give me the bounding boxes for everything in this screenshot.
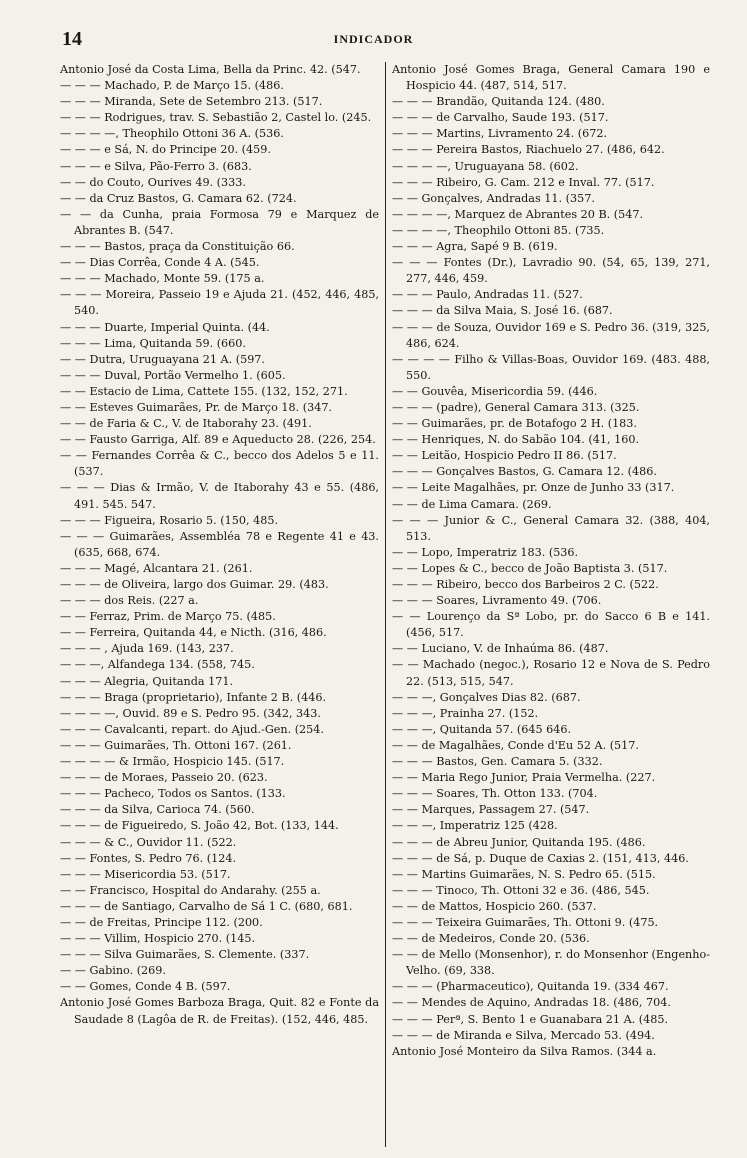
directory-entry: — — — da Silva Maia, S. José 16. (687. xyxy=(392,304,613,318)
directory-entry: — — — Gonçalves Bastos, G. Camara 12. (486. xyxy=(392,465,657,479)
directory-entry: — — Mendes de Aquino, Andradas 18. (486, 704. xyxy=(392,996,671,1010)
directory-entry: — — — de Figueiredo, S. João 42, Bot. (133, 144. xyxy=(60,819,339,833)
directory-entry: — — — Brandão, Quitanda 124. (480. xyxy=(392,95,605,109)
directory-entry: — — —, Alfandega 134. (558, 745. xyxy=(60,658,255,672)
directory-entry: — — — e Silva, Pão-Ferro 3. (683. xyxy=(60,159,252,173)
directory-entry: — — de Lima Camara. (269. xyxy=(392,497,552,511)
directory-entry: — — — Misericordia 53. (517. xyxy=(60,867,231,881)
directory-entry: — — — (padre), General Camara 313. (325. xyxy=(392,400,640,414)
directory-entry: — — — — Filho & Villas-Boas, Ouvidor 169. (483. 488, 550. xyxy=(392,352,710,382)
directory-entry: — — — Tinoco, Th. Ottoni 32 e 36. (486, 545. xyxy=(392,883,650,897)
directory-entry: — — — de Souza, Ouvidor 169 e S. Pedro 36. (319, 325, 486, 624. xyxy=(392,320,710,350)
directory-entry: — — do Couto, Ourives 49. (333. xyxy=(60,175,246,189)
directory-entry: — — — Fontes (Dr.), Lavradio 90. (54, 65, 139, 271, 277, 446, 459. xyxy=(392,256,710,286)
directory-entry: — — Lourenço da Sª Lobo, pr. do Sacco 6 B e 141. (456, 517. xyxy=(392,610,710,640)
directory-entry: — — Fausto Garriga, Alf. 89 e Aqueducto 28. (226, 254. xyxy=(60,433,376,447)
directory-entry: — — Francisco, Hospital do Andarahy. (255 a. xyxy=(60,883,321,897)
directory-entry: — — — Teixeira Guimarães, Th. Ottoni 9. (475. xyxy=(392,915,659,929)
directory-entry: — — — da Silva, Carioca 74. (560. xyxy=(60,803,255,817)
directory-entry: — — de Mello (Monsenhor), r. do Monsenhor (Engenho-Velho. (69, 338. xyxy=(392,948,710,978)
directory-entry: — — — Miranda, Sete de Setembro 213. (517. xyxy=(60,95,323,109)
directory-entry: — — —, Prainha 27. (152. xyxy=(392,706,539,720)
directory-entry: — — — Magé, Alcantara 21. (261. xyxy=(60,561,253,575)
directory-entry: — — Henriques, N. do Sabão 104. (41, 160. xyxy=(392,433,640,447)
directory-entry: — — Dias Corrêa, Conde 4 A. (545. xyxy=(60,256,260,270)
directory-entry: — — — Moreira, Passeio 19 e Ajuda 21. (452, 446, 485, 540. xyxy=(60,288,379,318)
directory-entry: — — — Villim, Hospicio 270. (145. xyxy=(60,932,255,946)
directory-entry: — — — Ribeiro, becco dos Barbeiros 2 C. (522. xyxy=(392,578,659,591)
directory-entry: — — — Lima, Quitanda 59. (660. xyxy=(60,336,246,350)
directory-entry: — — Leite Magalhães, pr. Onze de Junho 33 (317. xyxy=(392,481,675,495)
directory-entry: — — —, Imperatriz 125 (428. xyxy=(392,819,558,833)
directory-entry: — — — (Pharmaceutico), Quitanda 19. (334 467. xyxy=(392,980,669,994)
directory-entry: — — — Perª, S. Bento 1 e Guanabara 21 A. (485. xyxy=(392,1012,669,1026)
running-title: INDICADOR xyxy=(333,32,414,46)
directory-entry: — — — —, Theophilo Ottoni 85. (735. xyxy=(392,223,605,237)
directory-entry: — — — Duval, Portão Vermelho 1. (605. xyxy=(60,368,286,382)
directory-entry: — — — Paulo, Andradas 11. (527. xyxy=(392,288,583,302)
directory-entry: — — Lopes & C., becco de João Baptista 3. (517. xyxy=(392,561,668,575)
directory-entry: — — — Rodrigues, trav. S. Sebastião 2, Castel lo. (245. xyxy=(60,111,372,125)
directory-entry: — — — & C., Ouvidor 11. (522. xyxy=(60,835,237,849)
directory-entry: — — — Bastos, praça da Constituição 66. xyxy=(60,240,295,254)
right-column xyxy=(385,62,710,1147)
directory-entry: — — Gomes, Conde 4 B. (597. xyxy=(60,980,231,994)
directory-entry: — — Estacio de Lima, Cattete 155. (132, 152, 271. xyxy=(60,384,348,398)
directory-entry: Antonio José Gomes Barboza Braga, Quit. 82 e Fonte da Saudade 8 (Lagôa de R. de Freitas). (152, 446, 485. xyxy=(60,996,379,1026)
page-header xyxy=(0,28,747,50)
directory-entry: — — — Dias & Irmão, V. de Itaborahy 43 e 55. (486, 491. 545. 547. xyxy=(60,481,379,511)
directory-entry: — — de Freitas, Principe 112. (200. xyxy=(60,915,263,929)
directory-entry: — — Luciano, V. de Inhaúma 86. (487. xyxy=(392,642,609,656)
directory-entry: — — Gouvêa, Misericordia 59. (446. xyxy=(392,384,598,398)
directory-entry: — — — Figueira, Rosario 5. (150, 485. xyxy=(60,513,279,527)
directory-entry: — — Dutra, Uruguayana 21 A. (597. xyxy=(60,352,265,366)
directory-entry: — — — Guimarães, Assembléa 78 e Regente 41 e 43. (635, 668, 674. xyxy=(60,529,379,559)
directory-entry: — — — Alegria, Quitanda 171. xyxy=(60,674,234,688)
directory-entry: — — Fernandes Corrêa & C., becco dos Adelos 5 e 11. (537. xyxy=(60,449,379,479)
directory-entry: — — — e Sá, N. do Principe 20. (459. xyxy=(60,143,271,157)
directory-entry: — — Esteves Guimarães, Pr. de Março 18. (347. xyxy=(60,400,332,414)
directory-entry: — — de Mattos, Hospicio 260. (537. xyxy=(392,899,597,913)
directory-entry: — — — Junior & C., General Camara 32. (388, 404, 513. xyxy=(392,513,710,543)
directory-entry: Antonio José da Costa Lima, Bella da Princ. 42. (547. xyxy=(60,63,361,76)
directory-entry: — — Machado (negoc.), Rosario 12 e Nova de S. Pedro 22. (513, 515, 547. xyxy=(392,658,710,688)
directory-entry: — — — —, Theophilo Ottoni 36 A. (536. xyxy=(60,127,284,141)
directory-entry: — — — Bastos, Gen. Camara 5. (332. xyxy=(392,755,603,769)
directory-entry: — — — —, Ouvid. 89 e S. Pedro 95. (342, 343. xyxy=(60,706,321,720)
directory-entry: — — — Guimarães, Th. Ottoni 167. (261. xyxy=(60,738,292,752)
directory-entry: — — Lopo, Imperatriz 183. (536. xyxy=(392,545,579,559)
directory-entry: — — Ferraz, Prim. de Março 75. (485. xyxy=(60,610,276,624)
directory-entry: — — — de Moraes, Passeio 20. (623. xyxy=(60,771,268,785)
directory-entry: — — — de Miranda e Silva, Mercado 53. (494. xyxy=(392,1028,655,1042)
directory-entry: — — Fontes, S. Pedro 76. (124. xyxy=(60,851,236,865)
directory-entry: — — — de Santiago, Carvalho de Sá 1 C. (680, 681. xyxy=(60,899,353,913)
directory-entry: Antonio José Gomes Braga, General Camara 190 e Hospicio 44. (487, 514, 517. xyxy=(392,63,710,93)
directory-entry: — — de Medeiros, Conde 20. (536. xyxy=(392,932,590,946)
directory-entry: — — Gonçalves, Andradas 11. (357. xyxy=(392,191,595,205)
directory-entry: — — — Soares, Th. Otton 133. (704. xyxy=(392,787,598,801)
directory-entry: — — da Cunha, praia Formosa 79 e Marquez de Abrantes B. (547. xyxy=(60,207,379,237)
directory-entry: — — — Machado, P. de Março 15. (486. xyxy=(60,79,284,93)
directory-entry: — — Leitão, Hospicio Pedro II 86. (517. xyxy=(392,449,617,463)
directory-entry: — — — Soares, Livramento 49. (706. xyxy=(392,594,602,608)
left-column xyxy=(60,62,385,1147)
directory-entry: — — —, Gonçalves Dias 82. (687. xyxy=(392,690,581,704)
directory-entry: — — — — & Irmão, Hospicio 145. (517. xyxy=(60,755,285,769)
directory-entry: — — Marques, Passagem 27. (547. xyxy=(392,803,590,817)
directory-entry: — — Maria Rego Junior, Praia Vermelha. (227. xyxy=(392,771,656,785)
directory-entry: — — da Cruz Bastos, G. Camara 62. (724. xyxy=(60,191,297,205)
directory-entry: — — de Magalhães, Conde d'Eu 52 A. (517. xyxy=(392,738,639,752)
directory-entry: — — — Martins, Livramento 24. (672. xyxy=(392,127,608,141)
directory-entry: — — Guimarães, pr. de Botafogo 2 H. (183. xyxy=(392,417,637,431)
directory-entry: — — — Pacheco, Todos os Santos. (133. xyxy=(60,787,286,801)
directory-entry: — — —, Quitanda 57. (645 646. xyxy=(392,722,572,736)
directory-entry: — — — Braga (proprietario), Infante 2 B. (446. xyxy=(60,690,327,704)
directory-entry: — — — de Abreu Junior, Quitanda 195. (486. xyxy=(392,835,646,849)
directory-entry: — — — Machado, Monte 59. (175 a. xyxy=(60,272,265,286)
directory-columns xyxy=(60,62,710,1147)
directory-entry: — — — de Oliveira, largo dos Guimar. 29. (483. xyxy=(60,578,329,591)
directory-entry: — — Ferreira, Quitanda 44, e Nicth. (316, 486. xyxy=(60,626,327,640)
directory-entry: — — Martins Guimarães, N. S. Pedro 65. (515. xyxy=(392,867,656,881)
directory-entry: — — — —, Uruguayana 58. (602. xyxy=(392,159,579,173)
directory-entry: Antonio José Monteiro da Silva Ramos. (344 a. xyxy=(392,1044,657,1058)
directory-entry: — — — de Carvalho, Saude 193. (517. xyxy=(392,111,609,125)
directory-entry: — — — Pereira Bastos, Riachuelo 27. (486, 642. xyxy=(392,143,665,157)
directory-entry: — — — Agra, Sapé 9 B. (619. xyxy=(392,240,558,254)
directory-entry: — — — Cavalcanti, repart. do Ajud.-Gen. (254. xyxy=(60,722,324,736)
directory-entry: — — — Ribeiro, G. Cam. 212 e Inval. 77. (517. xyxy=(392,175,655,189)
directory-entry: — — — dos Reis. (227 a. xyxy=(60,594,199,608)
page-number: 14 xyxy=(62,28,82,50)
directory-entry: — — de Faria & C., V. de Itaborahy 23. (491. xyxy=(60,417,312,431)
directory-entry: — — — Silva Guimarães, S. Clemente. (337. xyxy=(60,948,310,962)
directory-entry: — — — —, Marquez de Abrantes 20 B. (547. xyxy=(392,207,644,221)
directory-entry: — — — de Sá, p. Duque de Caxias 2. (151, 413, 446. xyxy=(392,851,689,865)
directory-entry: — — — , Ajuda 169. (143, 237. xyxy=(60,642,234,656)
directory-entry: — — Gabino. (269. xyxy=(60,964,166,978)
directory-entry: — — — Duarte, Imperial Quinta. (44. xyxy=(60,320,270,334)
